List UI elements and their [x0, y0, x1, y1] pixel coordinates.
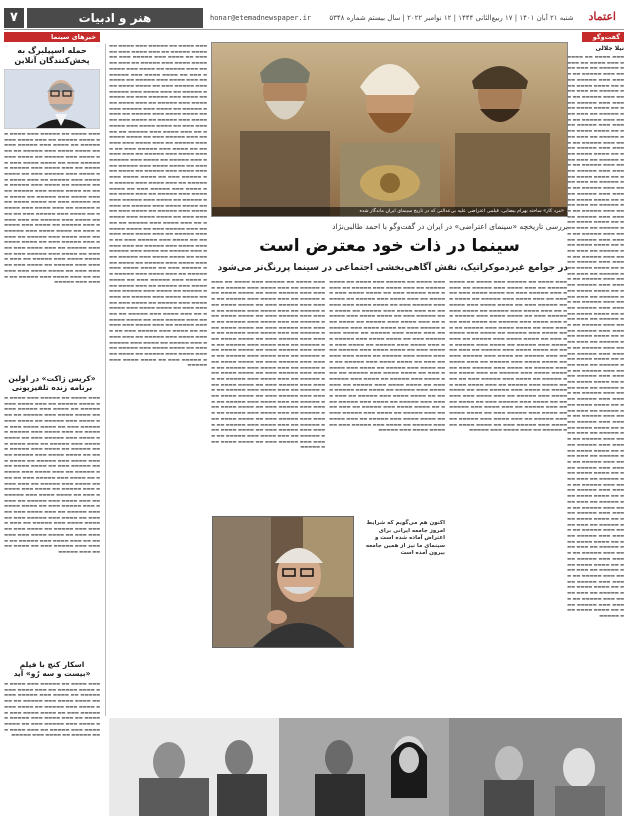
film-stills-strip	[109, 718, 622, 816]
section-tag-interview: گفت‌وگو	[582, 32, 624, 42]
sidebar-body-text-3: ▬▬▬ ▬▬▬▬ ▬▬ ▬▬▬▬▬ ▬▬▬ ▬▬▬▬ ▬▬ ▬▬▬▬ ▬▬▬▬▬ ▬▬ ▬▬▬ ▬▬▬▬ ▬▬▬ ▬▬▬▬▬ ▬▬ ▬▬▬▬ ▬▬▬ ▬▬▬▬▬ ▬▬▬ ▬▬ ▬▬▬▬ ▬▬▬▬ ▬▬▬ ▬▬▬▬▬ ▬▬ ▬▬▬ ▬▬▬▬ ▬▬▬ ▬▬▬▬▬ ▬▬ ▬▬▬▬ ▬▬▬ ▬▬▬▬▬ ▬▬▬ ▬▬ ▬▬▬▬ ▬▬▬▬ ▬▬▬ ▬▬▬▬▬ ▬▬ ▬▬▬ ▬▬▬▬ ▬▬▬ ▬▬▬▬▬ ▬▬ ▬▬▬▬ ▬▬▬ ▬▬▬▬▬ ▬▬▬ ▬▬ ▬▬▬▬ ▬▬▬▬ ▬▬▬ ▬▬▬▬▬ ▬▬ ▬▬▬ ▬▬▬▬ ▬▬▬ ▬▬▬▬▬ ▬▬ ▬▬▬▬ ▬▬▬ ▬▬▬▬▬	[4, 682, 100, 739]
article-column-1: ▬▬▬ ▬▬▬▬ ▬▬ ▬▬▬▬▬ ▬▬▬ ▬▬▬▬ ▬▬ ▬▬▬▬ ▬▬▬▬▬ ▬▬ ▬▬▬ ▬▬▬▬ ▬▬▬ ▬▬▬▬▬ ▬▬ ▬▬▬▬ ▬▬▬ ▬▬▬▬▬ ▬▬▬ ▬▬ ▬▬▬▬ ▬▬▬▬ ▬▬▬ ▬▬▬▬▬ ▬▬ ▬▬▬ ▬▬▬▬ ▬▬▬ ▬▬▬▬▬ ▬▬ ▬▬▬▬ ▬▬▬ ▬▬▬▬▬ ▬▬▬ ▬▬ ▬▬▬▬ ▬▬▬▬ ▬▬▬ ▬▬▬▬▬ ▬▬ ▬▬▬ ▬▬▬▬ ▬▬▬ ▬▬▬▬▬ ▬▬ ▬▬▬▬ ▬▬▬ ▬▬▬▬▬ ▬▬▬ ▬▬ ▬▬▬▬ ▬▬▬▬ ▬▬▬ ▬▬▬▬▬ ▬▬ ▬▬▬ ▬▬▬▬ ▬▬▬ ▬▬▬▬▬ ▬▬ ▬▬▬▬ ▬▬▬ ▬▬▬▬▬ ▬▬▬ ▬▬ ▬▬▬▬ ▬▬▬▬ ▬▬▬ ▬▬▬▬▬ ▬▬ ▬▬▬ ▬▬▬▬ ▬▬▬ ▬▬▬▬▬ ▬▬ ▬▬▬▬ ▬▬▬ ▬▬▬▬▬ ▬▬▬ ▬▬ ▬▬▬▬ ▬▬▬▬ ▬▬▬ ▬▬▬▬▬ ▬▬ ▬▬▬ ▬▬▬▬ ▬▬▬ ▬▬▬▬▬ ▬▬ ▬▬▬▬ ▬▬▬ ▬▬▬▬▬ ▬▬▬ ▬▬ ▬▬▬▬ ▬▬▬▬ ▬▬▬ ▬▬▬▬▬ ▬▬ ▬▬▬ ▬▬▬▬ ▬▬▬ ▬▬▬▬▬ ▬▬ ▬▬▬▬ ▬▬▬ ▬▬▬▬▬ ▬▬▬ ▬▬ ▬▬▬▬ ▬▬▬▬ ▬▬▬ ▬▬▬▬▬ ▬▬ ▬▬▬ ▬▬▬▬ ▬▬▬ ▬▬▬▬▬ ▬▬ ▬▬▬▬ ▬▬▬ ▬▬▬▬▬ ▬▬▬ ▬▬ ▬▬▬▬ ▬▬▬▬ ▬▬▬ ▬▬▬▬▬ ▬▬ ▬▬▬ ▬▬▬▬ ▬▬▬ ▬▬▬▬▬ ▬▬ ▬▬▬▬ ▬▬▬ ▬▬▬▬▬ ▬▬▬ ▬▬ ▬▬▬▬ ▬▬▬▬ ▬▬▬ ▬▬▬▬▬ ▬▬ ▬▬▬ ▬▬▬▬ ▬▬▬ ▬▬▬▬▬ ▬▬ ▬▬▬▬ ▬▬▬ ▬▬▬▬▬ ▬▬▬ ▬▬ ▬▬▬▬ ▬▬▬▬ ▬▬▬ ▬▬▬▬▬ ▬▬ ▬▬▬ ▬▬▬▬ ▬▬▬ ▬▬▬▬▬ ▬▬ ▬▬▬▬ ▬▬▬ ▬▬▬▬▬ ▬▬▬ ▬▬ ▬▬▬▬ ▬▬▬▬ ▬▬▬ ▬▬▬▬▬ ▬▬ ▬▬▬ ▬▬▬▬ ▬▬▬ ▬▬▬▬▬ ▬▬ ▬▬▬▬ ▬▬▬ ▬▬▬▬▬ ▬▬▬ ▬▬ ▬▬▬▬ ▬▬▬▬ ▬▬▬ ▬▬▬▬▬ ▬▬ ▬▬▬ ▬▬▬▬ ▬▬▬ ▬▬▬▬▬ ▬▬ ▬▬▬▬ ▬▬▬ ▬▬▬▬▬ ▬▬▬ ▬▬ ▬▬▬▬ ▬▬▬▬ ▬▬▬ ▬▬▬▬▬ ▬▬ ▬▬▬ ▬▬▬▬ ▬▬▬ ▬▬▬▬▬ ▬▬ ▬▬▬▬ ▬▬▬ ▬▬▬▬▬ ▬▬▬ ▬▬ ▬▬▬▬ ▬▬▬▬ ▬▬▬ ▬▬▬▬▬ ▬▬ ▬▬▬ ▬▬▬▬ ▬▬▬ ▬▬▬▬▬ ▬▬ ▬▬▬▬ ▬▬▬ ▬▬▬▬▬ ▬▬▬ ▬▬ ▬▬▬▬ ▬▬▬▬ ▬▬▬ ▬▬▬▬▬ ▬▬ ▬▬▬ ▬▬▬▬ ▬▬▬ ▬▬▬▬▬ ▬▬ ▬▬▬▬ ▬▬▬ ▬▬▬▬▬ ▬▬▬ ▬▬ ▬▬▬▬ ▬▬▬▬ ▬▬▬ ▬▬▬▬▬ ▬▬ ▬▬▬ ▬▬▬▬ ▬▬▬ ▬▬▬▬▬ ▬▬ ▬▬▬▬ ▬▬▬ ▬▬▬▬▬ ▬▬▬ ▬▬ ▬▬▬▬ ▬▬▬▬ ▬▬▬ ▬▬▬▬▬ ▬▬ ▬▬▬ ▬▬▬▬ ▬▬▬ ▬▬▬▬▬ ▬▬ ▬▬▬▬ ▬▬▬ ▬▬▬▬▬ ▬▬▬ ▬▬ ▬▬▬▬ ▬▬▬▬ ▬▬▬ ▬▬▬▬▬ ▬▬ ▬▬▬ ▬▬▬▬ ▬▬▬ ▬▬▬▬▬ ▬▬ ▬▬▬▬ ▬▬▬ ▬▬▬▬▬ ▬▬▬ ▬▬ ▬▬▬▬ ▬▬▬▬ ▬▬▬ ▬▬▬▬▬ ▬▬ ▬▬▬ ▬▬▬▬ ▬▬▬ ▬▬▬▬▬ ▬▬ ▬▬▬▬ ▬▬▬ ▬▬▬▬▬ ▬▬▬ ▬▬ ▬▬▬▬ ▬▬▬▬ ▬▬▬ ▬▬▬▬▬ ▬▬ ▬▬▬ ▬▬▬▬ ▬▬▬ ▬▬▬▬▬ ▬▬ ▬▬▬▬ ▬▬▬ ▬▬▬▬▬ ▬▬▬ ▬▬ ▬▬▬▬ ▬▬▬▬ ▬▬▬ ▬▬▬▬▬ ▬▬ ▬▬▬ ▬▬▬▬ ▬▬▬ ▬▬▬▬▬ ▬▬ ▬▬▬▬ ▬▬▬ ▬▬▬▬▬ ▬▬▬ ▬▬ ▬▬▬▬ ▬▬▬▬ ▬▬▬ ▬▬▬▬▬ ▬▬ ▬▬▬ ▬▬▬▬ ▬▬▬ ▬▬▬▬▬ ▬▬ ▬▬▬▬ ▬▬▬ ▬▬▬▬▬ ▬▬▬ ▬▬ ▬▬▬▬ ▬▬▬▬ ▬▬▬ ▬▬▬▬▬ ▬▬ ▬▬▬ ▬▬▬▬ ▬▬▬ ▬▬▬▬▬ ▬▬ ▬▬▬▬ ▬▬▬ ▬▬▬▬▬ ▬▬▬ ▬▬ ▬▬▬▬ ▬▬▬▬ ▬▬▬ ▬▬▬▬▬	[109, 44, 207, 369]
interview-intro-text: ▬▬▬ ▬▬▬▬ ▬▬ ▬▬▬▬▬ ▬▬▬ ▬▬▬▬ ▬▬ ▬▬▬▬ ▬▬▬▬▬ ▬▬ ▬▬▬ ▬▬▬▬ ▬▬▬ ▬▬▬▬▬ ▬▬ ▬▬▬▬ ▬▬▬ ▬▬▬▬▬ ▬▬▬ ▬▬ ▬▬▬▬ ▬▬▬▬ ▬▬▬ ▬▬▬▬▬ ▬▬ ▬▬▬ ▬▬▬▬ ▬▬▬ ▬▬▬▬▬ ▬▬ ▬▬▬▬ ▬▬▬ ▬▬▬▬▬ ▬▬▬ ▬▬ ▬▬▬▬ ▬▬▬▬ ▬▬▬ ▬▬▬▬▬ ▬▬ ▬▬▬ ▬▬▬▬ ▬▬▬ ▬▬▬▬▬ ▬▬ ▬▬▬▬ ▬▬▬ ▬▬▬▬▬ ▬▬▬ ▬▬ ▬▬▬▬ ▬▬▬▬ ▬▬▬ ▬▬▬▬▬ ▬▬ ▬▬▬ ▬▬▬▬ ▬▬▬ ▬▬▬▬▬ ▬▬ ▬▬▬▬ ▬▬▬ ▬▬▬▬▬ ▬▬▬ ▬▬ ▬▬▬▬ ▬▬▬▬ ▬▬▬ ▬▬▬▬▬ ▬▬ ▬▬▬ ▬▬▬▬ ▬▬▬ ▬▬▬▬▬ ▬▬ ▬▬▬▬ ▬▬▬ ▬▬▬▬▬ ▬▬▬ ▬▬ ▬▬▬▬ ▬▬▬▬ ▬▬▬ ▬▬▬▬▬ ▬▬ ▬▬▬ ▬▬▬▬ ▬▬▬ ▬▬▬▬▬ ▬▬ ▬▬▬▬ ▬▬▬ ▬▬▬▬▬ ▬▬▬ ▬▬ ▬▬▬▬ ▬▬▬▬ ▬▬▬ ▬▬▬▬▬ ▬▬ ▬▬▬ ▬▬▬▬ ▬▬▬ ▬▬▬▬▬ ▬▬ ▬▬▬▬ ▬▬▬ ▬▬▬▬▬ ▬▬▬ ▬▬ ▬▬▬▬ ▬▬▬▬ ▬▬▬ ▬▬▬▬▬ ▬▬ ▬▬▬ ▬▬▬▬ ▬▬▬ ▬▬▬▬▬ ▬▬ ▬▬▬▬ ▬▬▬ ▬▬▬▬▬ ▬▬▬ ▬▬ ▬▬▬▬ ▬▬▬▬ ▬▬▬ ▬▬▬▬▬ ▬▬ ▬▬▬ ▬▬▬▬ ▬▬▬ ▬▬▬▬▬ ▬▬ ▬▬▬▬ ▬▬▬ ▬▬▬▬▬ ▬▬▬ ▬▬ ▬▬▬▬ ▬▬▬▬ ▬▬▬ ▬▬▬▬▬ ▬▬ ▬▬▬ ▬▬▬▬ ▬▬▬ ▬▬▬▬▬ ▬▬ ▬▬▬▬ ▬▬▬ ▬▬▬▬▬ ▬▬▬ ▬▬ ▬▬▬▬ ▬▬▬▬ ▬▬▬ ▬▬▬▬▬ ▬▬ ▬▬▬ ▬▬▬▬ ▬▬▬ ▬▬▬▬▬ ▬▬ ▬▬▬▬ ▬▬▬ ▬▬▬▬▬ ▬▬▬ ▬▬ ▬▬▬▬ ▬▬▬▬ ▬▬▬ ▬▬▬▬▬ ▬▬ ▬▬▬ ▬▬▬▬ ▬▬▬ ▬▬▬▬▬ ▬▬ ▬▬▬▬ ▬▬▬ ▬▬▬▬▬ ▬▬▬ ▬▬ ▬▬▬▬ ▬▬▬▬ ▬▬▬ ▬▬▬▬▬ ▬▬ ▬▬▬ ▬▬▬▬ ▬▬▬ ▬▬▬▬▬ ▬▬ ▬▬▬▬ ▬▬▬ ▬▬▬▬▬ ▬▬▬ ▬▬ ▬▬▬▬ ▬▬▬▬ ▬▬▬ ▬▬▬▬▬ ▬▬ ▬▬▬ ▬▬▬▬ ▬▬▬ ▬▬▬▬▬ ▬▬ ▬▬▬▬ ▬▬▬ ▬▬▬▬▬ ▬▬▬ ▬▬ ▬▬▬▬ ▬▬▬▬ ▬▬▬ ▬▬▬▬▬ ▬▬ ▬▬▬ ▬▬▬▬ ▬▬▬ ▬▬▬▬▬ ▬▬ ▬▬▬▬ ▬▬▬ ▬▬▬▬▬ ▬▬▬ ▬▬ ▬▬▬▬ ▬▬▬▬ ▬▬▬ ▬▬▬▬▬ ▬▬ ▬▬▬ ▬▬▬▬ ▬▬▬ ▬▬▬▬▬ ▬▬ ▬▬▬▬ ▬▬▬ ▬▬▬▬▬ ▬▬▬ ▬▬ ▬▬▬▬ ▬▬▬▬ ▬▬▬ ▬▬▬▬▬ ▬▬ ▬▬▬ ▬▬▬▬ ▬▬▬ ▬▬▬▬▬ ▬▬ ▬▬▬▬ ▬▬▬ ▬▬▬▬▬ ▬▬▬ ▬▬ ▬▬▬▬ ▬▬▬▬ ▬▬▬ ▬▬▬▬▬ ▬▬ ▬▬▬ ▬▬▬▬ ▬▬▬ ▬▬▬▬▬ ▬▬ ▬▬▬▬ ▬▬▬ ▬▬▬▬▬ ▬▬▬ ▬▬ ▬▬▬▬ ▬▬▬▬ ▬▬▬ ▬▬▬▬▬ ▬▬ ▬▬▬ ▬▬▬▬ ▬▬▬ ▬▬▬▬▬ ▬▬ ▬▬▬▬ ▬▬▬ ▬▬▬▬▬ ▬▬▬ ▬▬ ▬▬▬▬ ▬▬▬▬ ▬▬▬ ▬▬▬▬▬ ▬▬ ▬▬▬ ▬▬▬▬ ▬▬▬ ▬▬▬▬▬ ▬▬ ▬▬▬▬ ▬▬▬ ▬▬▬▬▬ ▬▬▬ ▬▬ ▬▬▬▬ ▬▬▬▬ ▬▬▬ ▬▬▬▬▬ ▬▬ ▬▬▬ ▬▬▬▬ ▬▬▬ ▬▬▬▬▬ ▬▬ ▬▬▬▬ ▬▬▬ ▬▬▬▬▬ ▬▬▬ ▬▬ ▬▬▬▬ ▬▬▬▬ ▬▬▬ ▬▬▬▬▬ ▬▬ ▬▬▬ ▬▬▬▬ ▬▬▬ ▬▬▬▬▬ ▬▬ ▬▬▬▬ ▬▬▬ ▬▬▬▬▬ ▬▬▬ ▬▬ ▬▬▬▬ ▬▬▬▬ ▬▬▬ ▬▬▬▬▬ ▬▬ ▬▬▬ ▬▬▬▬ ▬▬▬ ▬▬▬▬▬ ▬▬ ▬▬▬▬ ▬▬▬ ▬▬▬▬▬ ▬▬▬ ▬▬ ▬▬▬▬ ▬▬▬▬ ▬▬▬ ▬▬▬▬▬ ▬▬ ▬▬▬ ▬▬▬▬ ▬▬▬ ▬▬▬▬▬ ▬▬ ▬▬▬▬ ▬▬▬ ▬▬▬▬▬ ▬▬▬ ▬▬ ▬▬▬▬ ▬▬▬▬ ▬▬▬ ▬▬▬▬▬	[567, 55, 624, 619]
column-divider	[105, 44, 106, 716]
hero-image	[211, 43, 567, 217]
spielberg-portrait	[4, 69, 100, 129]
page-number: ۷	[4, 8, 24, 28]
article-column-3: ▬▬▬ ▬▬▬▬ ▬▬ ▬▬▬▬▬ ▬▬▬ ▬▬▬▬ ▬▬ ▬▬▬▬ ▬▬▬▬▬ ▬▬ ▬▬▬ ▬▬▬▬ ▬▬▬ ▬▬▬▬▬ ▬▬ ▬▬▬▬ ▬▬▬ ▬▬▬▬▬ ▬▬▬ ▬▬ ▬▬▬▬ ▬▬▬▬ ▬▬▬ ▬▬▬▬▬ ▬▬ ▬▬▬ ▬▬▬▬ ▬▬▬ ▬▬▬▬▬ ▬▬ ▬▬▬▬ ▬▬▬ ▬▬▬▬▬ ▬▬▬ ▬▬ ▬▬▬▬ ▬▬▬▬ ▬▬▬ ▬▬▬▬▬ ▬▬ ▬▬▬ ▬▬▬▬ ▬▬▬ ▬▬▬▬▬ ▬▬ ▬▬▬▬ ▬▬▬ ▬▬▬▬▬ ▬▬▬ ▬▬ ▬▬▬▬ ▬▬▬▬ ▬▬▬ ▬▬▬▬▬ ▬▬ ▬▬▬ ▬▬▬▬ ▬▬▬ ▬▬▬▬▬ ▬▬ ▬▬▬▬ ▬▬▬ ▬▬▬▬▬ ▬▬▬ ▬▬ ▬▬▬▬ ▬▬▬▬ ▬▬▬ ▬▬▬▬▬ ▬▬ ▬▬▬ ▬▬▬▬ ▬▬▬ ▬▬▬▬▬ ▬▬ ▬▬▬▬ ▬▬▬ ▬▬▬▬▬ ▬▬▬ ▬▬ ▬▬▬▬ ▬▬▬▬ ▬▬▬ ▬▬▬▬▬ ▬▬ ▬▬▬ ▬▬▬▬ ▬▬▬ ▬▬▬▬▬ ▬▬ ▬▬▬▬ ▬▬▬ ▬▬▬▬▬ ▬▬▬ ▬▬ ▬▬▬▬ ▬▬▬▬ ▬▬▬ ▬▬▬▬▬ ▬▬ ▬▬▬ ▬▬▬▬ ▬▬▬ ▬▬▬▬▬ ▬▬ ▬▬▬▬ ▬▬▬ ▬▬▬▬▬ ▬▬▬ ▬▬ ▬▬▬▬ ▬▬▬▬ ▬▬▬ ▬▬▬▬▬ ▬▬ ▬▬▬ ▬▬▬▬ ▬▬▬ ▬▬▬▬▬ ▬▬ ▬▬▬▬ ▬▬▬ ▬▬▬▬▬ ▬▬▬ ▬▬ ▬▬▬▬ ▬▬▬▬ ▬▬▬ ▬▬▬▬▬ ▬▬ ▬▬▬ ▬▬▬▬ ▬▬▬ ▬▬▬▬▬ ▬▬ ▬▬▬▬ ▬▬▬ ▬▬▬▬▬ ▬▬▬ ▬▬ ▬▬▬▬ ▬▬▬▬ ▬▬▬ ▬▬▬▬▬ ▬▬ ▬▬▬ ▬▬▬▬ ▬▬▬ ▬▬▬▬▬ ▬▬ ▬▬▬▬ ▬▬▬ ▬▬▬▬▬ ▬▬▬ ▬▬ ▬▬▬▬ ▬▬▬▬ ▬▬▬ ▬▬▬▬▬ ▬▬ ▬▬▬ ▬▬▬▬ ▬▬▬ ▬▬▬▬▬ ▬▬ ▬▬▬▬ ▬▬▬ ▬▬▬▬▬ ▬▬▬ ▬▬ ▬▬▬▬ ▬▬▬▬ ▬▬▬ ▬▬▬▬▬ ▬▬ ▬▬▬ ▬▬▬▬ ▬▬▬ ▬▬▬▬▬ ▬▬ ▬▬▬▬ ▬▬▬ ▬▬▬▬▬ ▬▬▬ ▬▬ ▬▬▬▬ ▬▬▬▬ ▬▬▬ ▬▬▬▬▬ ▬▬ ▬▬▬ ▬▬▬▬ ▬▬▬ ▬▬▬▬▬ ▬▬ ▬▬▬▬ ▬▬▬ ▬▬▬▬▬ ▬▬▬ ▬▬ ▬▬▬▬ ▬▬▬▬ ▬▬▬ ▬▬▬▬▬	[329, 280, 445, 434]
dateline: شنبه ۲۱ آبان ۱۴۰۱ | ۱۷ ربیع‌الثانی ۱۴۴۴ | ۱۲ نوامبر ۲۰۲۲ | سال بیستم شماره ۵۳۴۸	[329, 14, 574, 22]
contact-email[interactable]: honar@etemadnewspaper.ir	[210, 14, 312, 22]
article-column-4: ▬▬▬ ▬▬▬▬ ▬▬ ▬▬▬▬▬ ▬▬▬ ▬▬▬▬ ▬▬ ▬▬▬▬ ▬▬▬▬▬ ▬▬ ▬▬▬ ▬▬▬▬ ▬▬▬ ▬▬▬▬▬ ▬▬ ▬▬▬▬ ▬▬▬ ▬▬▬▬▬ ▬▬▬ ▬▬ ▬▬▬▬ ▬▬▬▬ ▬▬▬ ▬▬▬▬▬ ▬▬ ▬▬▬ ▬▬▬▬ ▬▬▬ ▬▬▬▬▬ ▬▬ ▬▬▬▬ ▬▬▬ ▬▬▬▬▬ ▬▬▬ ▬▬ ▬▬▬▬ ▬▬▬▬ ▬▬▬ ▬▬▬▬▬ ▬▬ ▬▬▬ ▬▬▬▬ ▬▬▬ ▬▬▬▬▬ ▬▬ ▬▬▬▬ ▬▬▬ ▬▬▬▬▬ ▬▬▬ ▬▬ ▬▬▬▬ ▬▬▬▬ ▬▬▬ ▬▬▬▬▬ ▬▬ ▬▬▬ ▬▬▬▬ ▬▬▬ ▬▬▬▬▬ ▬▬ ▬▬▬▬ ▬▬▬ ▬▬▬▬▬ ▬▬▬ ▬▬ ▬▬▬▬ ▬▬▬▬ ▬▬▬ ▬▬▬▬▬ ▬▬ ▬▬▬ ▬▬▬▬ ▬▬▬ ▬▬▬▬▬ ▬▬ ▬▬▬▬ ▬▬▬ ▬▬▬▬▬ ▬▬▬ ▬▬ ▬▬▬▬ ▬▬▬▬ ▬▬▬ ▬▬▬▬▬ ▬▬ ▬▬▬ ▬▬▬▬ ▬▬▬ ▬▬▬▬▬ ▬▬ ▬▬▬▬ ▬▬▬ ▬▬▬▬▬ ▬▬▬ ▬▬ ▬▬▬▬ ▬▬▬▬ ▬▬▬ ▬▬▬▬▬ ▬▬ ▬▬▬ ▬▬▬▬ ▬▬▬ ▬▬▬▬▬ ▬▬ ▬▬▬▬ ▬▬▬ ▬▬▬▬▬ ▬▬▬ ▬▬ ▬▬▬▬ ▬▬▬▬ ▬▬▬ ▬▬▬▬▬ ▬▬ ▬▬▬ ▬▬▬▬ ▬▬▬ ▬▬▬▬▬ ▬▬ ▬▬▬▬ ▬▬▬ ▬▬▬▬▬ ▬▬▬ ▬▬ ▬▬▬▬ ▬▬▬▬ ▬▬▬ ▬▬▬▬▬ ▬▬ ▬▬▬ ▬▬▬▬ ▬▬▬ ▬▬▬▬▬ ▬▬ ▬▬▬▬ ▬▬▬ ▬▬▬▬▬ ▬▬▬ ▬▬ ▬▬▬▬ ▬▬▬▬ ▬▬▬ ▬▬▬▬▬ ▬▬ ▬▬▬ ▬▬▬▬ ▬▬▬ ▬▬▬▬▬ ▬▬ ▬▬▬▬ ▬▬▬ ▬▬▬▬▬ ▬▬▬ ▬▬ ▬▬▬▬ ▬▬▬▬ ▬▬▬ ▬▬▬▬▬ ▬▬ ▬▬▬ ▬▬▬▬ ▬▬▬ ▬▬▬▬▬ ▬▬ ▬▬▬▬ ▬▬▬ ▬▬▬▬▬ ▬▬▬ ▬▬ ▬▬▬▬ ▬▬▬▬ ▬▬▬ ▬▬▬▬▬ ▬▬ ▬▬▬ ▬▬▬▬ ▬▬▬ ▬▬▬▬▬ ▬▬ ▬▬▬▬ ▬▬▬ ▬▬▬▬▬ ▬▬▬ ▬▬ ▬▬▬▬ ▬▬▬▬ ▬▬▬ ▬▬▬▬▬ ▬▬ ▬▬▬ ▬▬▬▬ ▬▬▬ ▬▬▬▬▬ ▬▬ ▬▬▬▬ ▬▬▬ ▬▬▬▬▬ ▬▬▬ ▬▬ ▬▬▬▬ ▬▬▬▬ ▬▬▬ ▬▬▬▬▬ ▬▬ ▬▬▬ ▬▬▬▬ ▬▬▬ ▬▬▬▬▬	[449, 280, 567, 434]
masthead	[210, 10, 620, 26]
newspaper-logo: اعتماد	[588, 10, 616, 23]
news-sidebar	[4, 44, 100, 816]
header-rule	[4, 29, 624, 30]
pull-quote	[359, 520, 445, 646]
pull-quote-text: اکنون هم می‌گویم که شرایط امروز جامعه ایرانی برای اعتراض آماده شده است و سینمای ما نیز از همین جامعه بیرون آمده است	[365, 520, 445, 556]
sidebar-subheadline-2: اسکار کنچ با فیلم «بیست و سه رُو» آید	[13, 660, 91, 678]
page-header	[0, 8, 630, 28]
hero-film-still	[211, 42, 568, 217]
hero-caption: «مرد کار» ساخته بهرام بیضایی، فیلمی اعتراضی علیه بی‌عدالتی که در تاریخ سینمای ایران ماندگار شده	[212, 207, 567, 216]
interview-intro-column	[567, 44, 624, 816]
article-column-2: ▬▬▬ ▬▬▬▬ ▬▬ ▬▬▬▬▬ ▬▬▬ ▬▬▬▬ ▬▬ ▬▬▬▬ ▬▬▬▬▬ ▬▬ ▬▬▬ ▬▬▬▬ ▬▬▬ ▬▬▬▬▬ ▬▬ ▬▬▬▬ ▬▬▬ ▬▬▬▬▬ ▬▬▬ ▬▬ ▬▬▬▬ ▬▬▬▬ ▬▬▬ ▬▬▬▬▬ ▬▬ ▬▬▬ ▬▬▬▬ ▬▬▬ ▬▬▬▬▬ ▬▬ ▬▬▬▬ ▬▬▬ ▬▬▬▬▬ ▬▬▬ ▬▬ ▬▬▬▬ ▬▬▬▬ ▬▬▬ ▬▬▬▬▬ ▬▬ ▬▬▬ ▬▬▬▬ ▬▬▬ ▬▬▬▬▬ ▬▬ ▬▬▬▬ ▬▬▬ ▬▬▬▬▬ ▬▬▬ ▬▬ ▬▬▬▬ ▬▬▬▬ ▬▬▬ ▬▬▬▬▬ ▬▬ ▬▬▬ ▬▬▬▬ ▬▬▬ ▬▬▬▬▬ ▬▬ ▬▬▬▬ ▬▬▬ ▬▬▬▬▬ ▬▬▬ ▬▬ ▬▬▬▬ ▬▬▬▬ ▬▬▬ ▬▬▬▬▬ ▬▬ ▬▬▬ ▬▬▬▬ ▬▬▬ ▬▬▬▬▬ ▬▬ ▬▬▬▬ ▬▬▬ ▬▬▬▬▬ ▬▬▬ ▬▬ ▬▬▬▬ ▬▬▬▬ ▬▬▬ ▬▬▬▬▬ ▬▬ ▬▬▬ ▬▬▬▬ ▬▬▬ ▬▬▬▬▬ ▬▬ ▬▬▬▬ ▬▬▬ ▬▬▬▬▬ ▬▬▬ ▬▬ ▬▬▬▬ ▬▬▬▬ ▬▬▬ ▬▬▬▬▬ ▬▬ ▬▬▬ ▬▬▬▬ ▬▬▬ ▬▬▬▬▬ ▬▬ ▬▬▬▬ ▬▬▬ ▬▬▬▬▬ ▬▬▬ ▬▬ ▬▬▬▬ ▬▬▬▬ ▬▬▬ ▬▬▬▬▬ ▬▬ ▬▬▬ ▬▬▬▬ ▬▬▬ ▬▬▬▬▬ ▬▬ ▬▬▬▬ ▬▬▬ ▬▬▬▬▬ ▬▬▬ ▬▬ ▬▬▬▬ ▬▬▬▬ ▬▬▬ ▬▬▬▬▬ ▬▬ ▬▬▬ ▬▬▬▬ ▬▬▬ ▬▬▬▬▬ ▬▬ ▬▬▬▬ ▬▬▬ ▬▬▬▬▬ ▬▬▬ ▬▬ ▬▬▬▬ ▬▬▬▬ ▬▬▬ ▬▬▬▬▬ ▬▬ ▬▬▬ ▬▬▬▬ ▬▬▬ ▬▬▬▬▬ ▬▬ ▬▬▬▬ ▬▬▬ ▬▬▬▬▬ ▬▬▬ ▬▬ ▬▬▬▬ ▬▬▬▬ ▬▬▬ ▬▬▬▬▬ ▬▬ ▬▬▬ ▬▬▬▬ ▬▬▬ ▬▬▬▬▬ ▬▬ ▬▬▬▬ ▬▬▬ ▬▬▬▬▬ ▬▬▬ ▬▬ ▬▬▬▬ ▬▬▬▬ ▬▬▬ ▬▬▬▬▬ ▬▬ ▬▬▬ ▬▬▬▬ ▬▬▬ ▬▬▬▬▬ ▬▬ ▬▬▬▬ ▬▬▬ ▬▬▬▬▬ ▬▬▬ ▬▬ ▬▬▬▬ ▬▬▬▬ ▬▬▬ ▬▬▬▬▬ ▬▬ ▬▬▬ ▬▬▬▬ ▬▬▬ ▬▬▬▬▬ ▬▬ ▬▬▬▬ ▬▬▬ ▬▬▬▬▬ ▬▬▬ ▬▬ ▬▬▬▬ ▬▬▬▬ ▬▬▬ ▬▬▬▬▬ ▬▬ ▬▬▬ ▬▬▬▬ ▬▬▬ ▬▬▬▬▬ ▬▬ ▬▬▬▬ ▬▬▬ ▬▬▬▬▬ ▬▬▬ ▬▬ ▬▬▬▬ ▬▬▬▬ ▬▬▬ ▬▬▬▬▬	[211, 280, 325, 451]
film-stills-image	[109, 718, 622, 816]
sidebar-body-text-2: ▬▬▬ ▬▬▬▬ ▬▬ ▬▬▬▬▬ ▬▬▬ ▬▬▬▬ ▬▬ ▬▬▬▬ ▬▬▬▬▬ ▬▬ ▬▬▬ ▬▬▬▬ ▬▬▬ ▬▬▬▬▬ ▬▬ ▬▬▬▬ ▬▬▬ ▬▬▬▬▬ ▬▬▬ ▬▬ ▬▬▬▬ ▬▬▬▬ ▬▬▬ ▬▬▬▬▬ ▬▬ ▬▬▬ ▬▬▬▬ ▬▬▬ ▬▬▬▬▬ ▬▬ ▬▬▬▬ ▬▬▬ ▬▬▬▬▬ ▬▬▬ ▬▬ ▬▬▬▬ ▬▬▬▬ ▬▬▬ ▬▬▬▬▬ ▬▬ ▬▬▬ ▬▬▬▬ ▬▬▬ ▬▬▬▬▬ ▬▬ ▬▬▬▬ ▬▬▬ ▬▬▬▬▬ ▬▬▬ ▬▬ ▬▬▬▬ ▬▬▬▬ ▬▬▬ ▬▬▬▬▬ ▬▬ ▬▬▬ ▬▬▬▬ ▬▬▬ ▬▬▬▬▬ ▬▬ ▬▬▬▬ ▬▬▬ ▬▬▬▬▬ ▬▬▬ ▬▬ ▬▬▬▬ ▬▬▬▬ ▬▬▬ ▬▬▬▬▬ ▬▬ ▬▬▬ ▬▬▬▬ ▬▬▬ ▬▬▬▬▬ ▬▬ ▬▬▬▬ ▬▬▬ ▬▬▬▬▬ ▬▬▬ ▬▬ ▬▬▬▬ ▬▬▬▬ ▬▬▬ ▬▬▬▬▬ ▬▬ ▬▬▬ ▬▬▬▬ ▬▬▬ ▬▬▬▬▬ ▬▬ ▬▬▬▬ ▬▬▬ ▬▬▬▬▬ ▬▬▬ ▬▬ ▬▬▬▬ ▬▬▬▬ ▬▬▬ ▬▬▬▬▬ ▬▬ ▬▬▬ ▬▬▬▬ ▬▬▬ ▬▬▬▬▬ ▬▬ ▬▬▬▬ ▬▬▬ ▬▬▬▬▬ ▬▬▬ ▬▬ ▬▬▬▬ ▬▬▬▬ ▬▬▬ ▬▬▬▬▬ ▬▬ ▬▬▬ ▬▬▬▬ ▬▬▬ ▬▬▬▬▬ ▬▬ ▬▬▬▬ ▬▬▬ ▬▬▬▬▬ ▬▬▬ ▬▬ ▬▬▬▬ ▬▬▬▬ ▬▬▬ ▬▬▬▬▬ ▬▬ ▬▬▬ ▬▬▬▬ ▬▬▬ ▬▬▬▬▬ ▬▬ ▬▬▬▬ ▬▬▬ ▬▬▬▬▬ ▬▬▬ ▬▬ ▬▬▬▬ ▬▬▬▬ ▬▬▬ ▬▬▬▬▬ ▬▬ ▬▬▬ ▬▬▬▬ ▬▬▬ ▬▬▬▬▬ ▬▬ ▬▬▬▬ ▬▬▬ ▬▬▬▬▬ ▬▬▬ ▬▬ ▬▬▬▬ ▬▬▬▬ ▬▬▬ ▬▬▬▬▬ ▬▬ ▬▬▬ ▬▬▬▬ ▬▬▬ ▬▬▬▬▬ ▬▬ ▬▬▬▬ ▬▬▬ ▬▬▬▬▬ ▬▬▬ ▬▬ ▬▬▬▬ ▬▬▬▬ ▬▬▬ ▬▬▬▬▬	[4, 396, 100, 555]
sidebar-headline: حمله اسپیلبرگ به پخش‌کنندگان آنلاین	[14, 46, 90, 65]
section-tag-cinema-news: خبرهای سینما	[4, 32, 100, 42]
article-headline: سینما در ذات خود معترض است	[259, 236, 520, 256]
author-byline: نیلا جلالی	[595, 45, 624, 52]
section-title: هنر و ادبیات	[27, 8, 203, 28]
sidebar-subheadline: «کریس ژاکت» در اولین برنامه زنده تلفیزیونی	[8, 374, 96, 392]
sidebar-body-text: ▬▬▬ ▬▬▬▬ ▬▬ ▬▬▬▬▬ ▬▬▬ ▬▬▬▬ ▬▬ ▬▬▬▬ ▬▬▬▬▬ ▬▬ ▬▬▬ ▬▬▬▬ ▬▬▬ ▬▬▬▬▬ ▬▬ ▬▬▬▬ ▬▬▬ ▬▬▬▬▬ ▬▬▬ ▬▬ ▬▬▬▬ ▬▬▬▬ ▬▬▬ ▬▬▬▬▬ ▬▬ ▬▬▬ ▬▬▬▬ ▬▬▬ ▬▬▬▬▬ ▬▬ ▬▬▬▬ ▬▬▬ ▬▬▬▬▬ ▬▬▬ ▬▬ ▬▬▬▬ ▬▬▬▬ ▬▬▬ ▬▬▬▬▬ ▬▬ ▬▬▬ ▬▬▬▬ ▬▬▬ ▬▬▬▬▬ ▬▬ ▬▬▬▬ ▬▬▬ ▬▬▬▬▬ ▬▬▬ ▬▬ ▬▬▬▬ ▬▬▬▬ ▬▬▬ ▬▬▬▬▬ ▬▬ ▬▬▬ ▬▬▬▬ ▬▬▬ ▬▬▬▬▬ ▬▬ ▬▬▬▬ ▬▬▬ ▬▬▬▬▬ ▬▬▬ ▬▬ ▬▬▬▬ ▬▬▬▬ ▬▬▬ ▬▬▬▬▬ ▬▬ ▬▬▬ ▬▬▬▬ ▬▬▬ ▬▬▬▬▬ ▬▬ ▬▬▬▬ ▬▬▬ ▬▬▬▬▬ ▬▬▬ ▬▬ ▬▬▬▬ ▬▬▬▬ ▬▬▬ ▬▬▬▬▬ ▬▬ ▬▬▬ ▬▬▬▬ ▬▬▬ ▬▬▬▬▬ ▬▬ ▬▬▬▬ ▬▬▬ ▬▬▬▬▬ ▬▬▬ ▬▬ ▬▬▬▬ ▬▬▬▬ ▬▬▬ ▬▬▬▬▬ ▬▬ ▬▬▬ ▬▬▬▬ ▬▬▬ ▬▬▬▬▬ ▬▬ ▬▬▬▬ ▬▬▬ ▬▬▬▬▬ ▬▬▬ ▬▬ ▬▬▬▬ ▬▬▬▬ ▬▬▬ ▬▬▬▬▬ ▬▬ ▬▬▬ ▬▬▬▬ ▬▬▬ ▬▬▬▬▬ ▬▬ ▬▬▬▬ ▬▬▬ ▬▬▬▬▬ ▬▬▬ ▬▬ ▬▬▬▬ ▬▬▬▬ ▬▬▬ ▬▬▬▬▬ ▬▬ ▬▬▬ ▬▬▬▬ ▬▬▬ ▬▬▬▬▬ ▬▬ ▬▬▬▬ ▬▬▬ ▬▬▬▬▬ ▬▬▬ ▬▬ ▬▬▬▬ ▬▬▬▬ ▬▬▬ ▬▬▬▬▬ ▬▬ ▬▬▬ ▬▬▬▬ ▬▬▬ ▬▬▬▬▬ ▬▬ ▬▬▬▬ ▬▬▬ ▬▬▬▬▬ ▬▬▬ ▬▬ ▬▬▬▬ ▬▬▬▬ ▬▬▬ ▬▬▬▬▬ ▬▬ ▬▬▬ ▬▬▬▬ ▬▬▬ ▬▬▬▬▬ ▬▬ ▬▬▬▬ ▬▬▬ ▬▬▬▬▬	[4, 132, 100, 286]
interviewee-photo	[212, 516, 354, 648]
portrait-image	[4, 70, 99, 129]
article-kicker: بررسی تاریخچه «سینمای اعتراضی» در ایران در گفت‌وگو با احمد طالبی‌نژاد	[332, 222, 568, 231]
interviewee-image	[212, 517, 353, 648]
article-subhead: در جوامع غیردموکراتیک، نقش آگاهی‌بخشی اجتماعی در سینما پررنگ‌تر می‌شود	[217, 263, 568, 273]
